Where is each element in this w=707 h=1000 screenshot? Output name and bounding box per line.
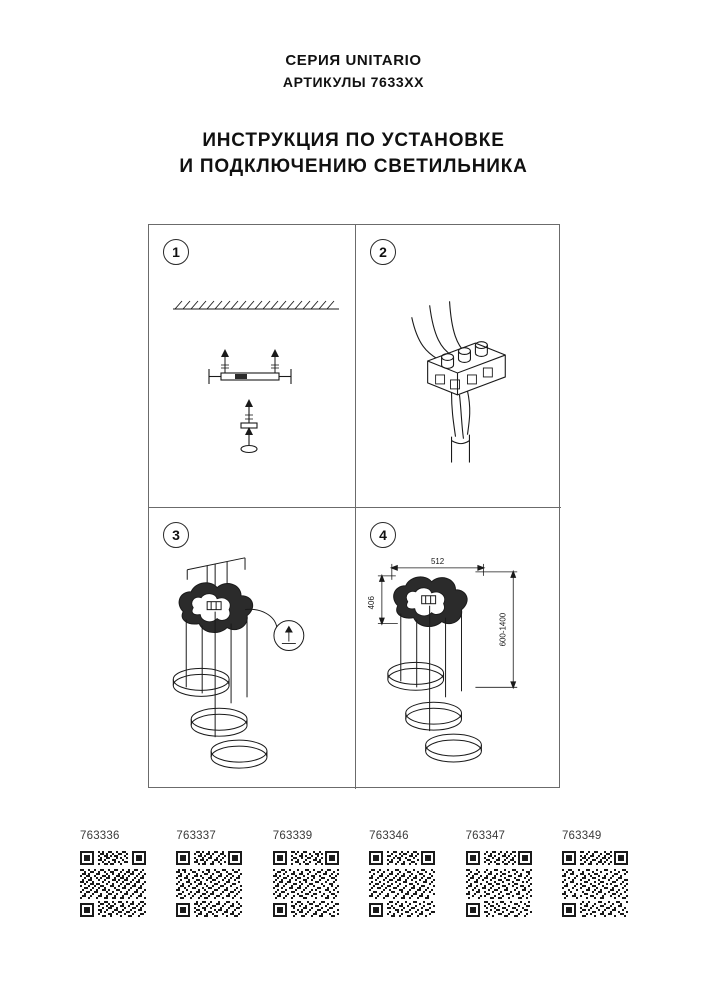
code-label: 763336 <box>80 830 120 842</box>
width-dimension-label: 512 <box>430 556 445 566</box>
step-2-badge: 2 <box>370 239 396 265</box>
qr-code-763346 <box>369 851 435 917</box>
qr-code-763349 <box>562 851 628 917</box>
qr-code-763339 <box>273 851 339 917</box>
ceiling-bracket-diagram <box>149 225 355 507</box>
step-3-cell <box>149 507 355 789</box>
step-3-badge: 3 <box>163 522 189 548</box>
step-1-cell <box>149 225 355 507</box>
code-label: 763347 <box>465 830 506 842</box>
height-dimension-label: 406 <box>366 596 376 610</box>
code-item <box>273 830 351 917</box>
dimensions-diagram <box>356 508 561 789</box>
code-item <box>176 830 254 917</box>
code-label: 763349 <box>561 830 602 842</box>
code-item <box>369 830 447 917</box>
code-label: 763346 <box>369 830 409 842</box>
step-1-badge: 1 <box>163 239 189 265</box>
header <box>0 52 707 90</box>
step-4-cell <box>355 507 561 789</box>
qr-code-763336 <box>80 851 146 917</box>
code-item <box>466 830 544 917</box>
qr-code-763347 <box>466 851 532 917</box>
instruction-grid <box>148 224 560 788</box>
code-item <box>80 830 158 917</box>
title-line-1: ИНСТРУКЦИЯ ПО УСТАНОВКЕ <box>202 130 505 151</box>
suspension-dimension-label: 600-1400 <box>498 612 508 647</box>
code-item <box>562 830 640 917</box>
step-2-cell <box>355 225 561 507</box>
title-line-2: И ПОДКЛЮЧЕНИЮ СВЕТИЛЬНИКА <box>179 156 528 177</box>
code-label: 763337 <box>176 830 216 842</box>
series-line: СЕРИЯ UNITARIO <box>285 52 422 69</box>
code-label: 763339 <box>272 830 313 842</box>
step-4-badge: 4 <box>370 522 396 548</box>
product-code-row <box>80 830 640 917</box>
page-title <box>0 128 707 180</box>
terminal-block-diagram <box>356 225 561 507</box>
article-line: АРТИКУЛЫ 7633ХХ <box>282 74 425 90</box>
luminaire-assembly-diagram <box>149 508 355 789</box>
qr-code-763337 <box>176 851 242 917</box>
